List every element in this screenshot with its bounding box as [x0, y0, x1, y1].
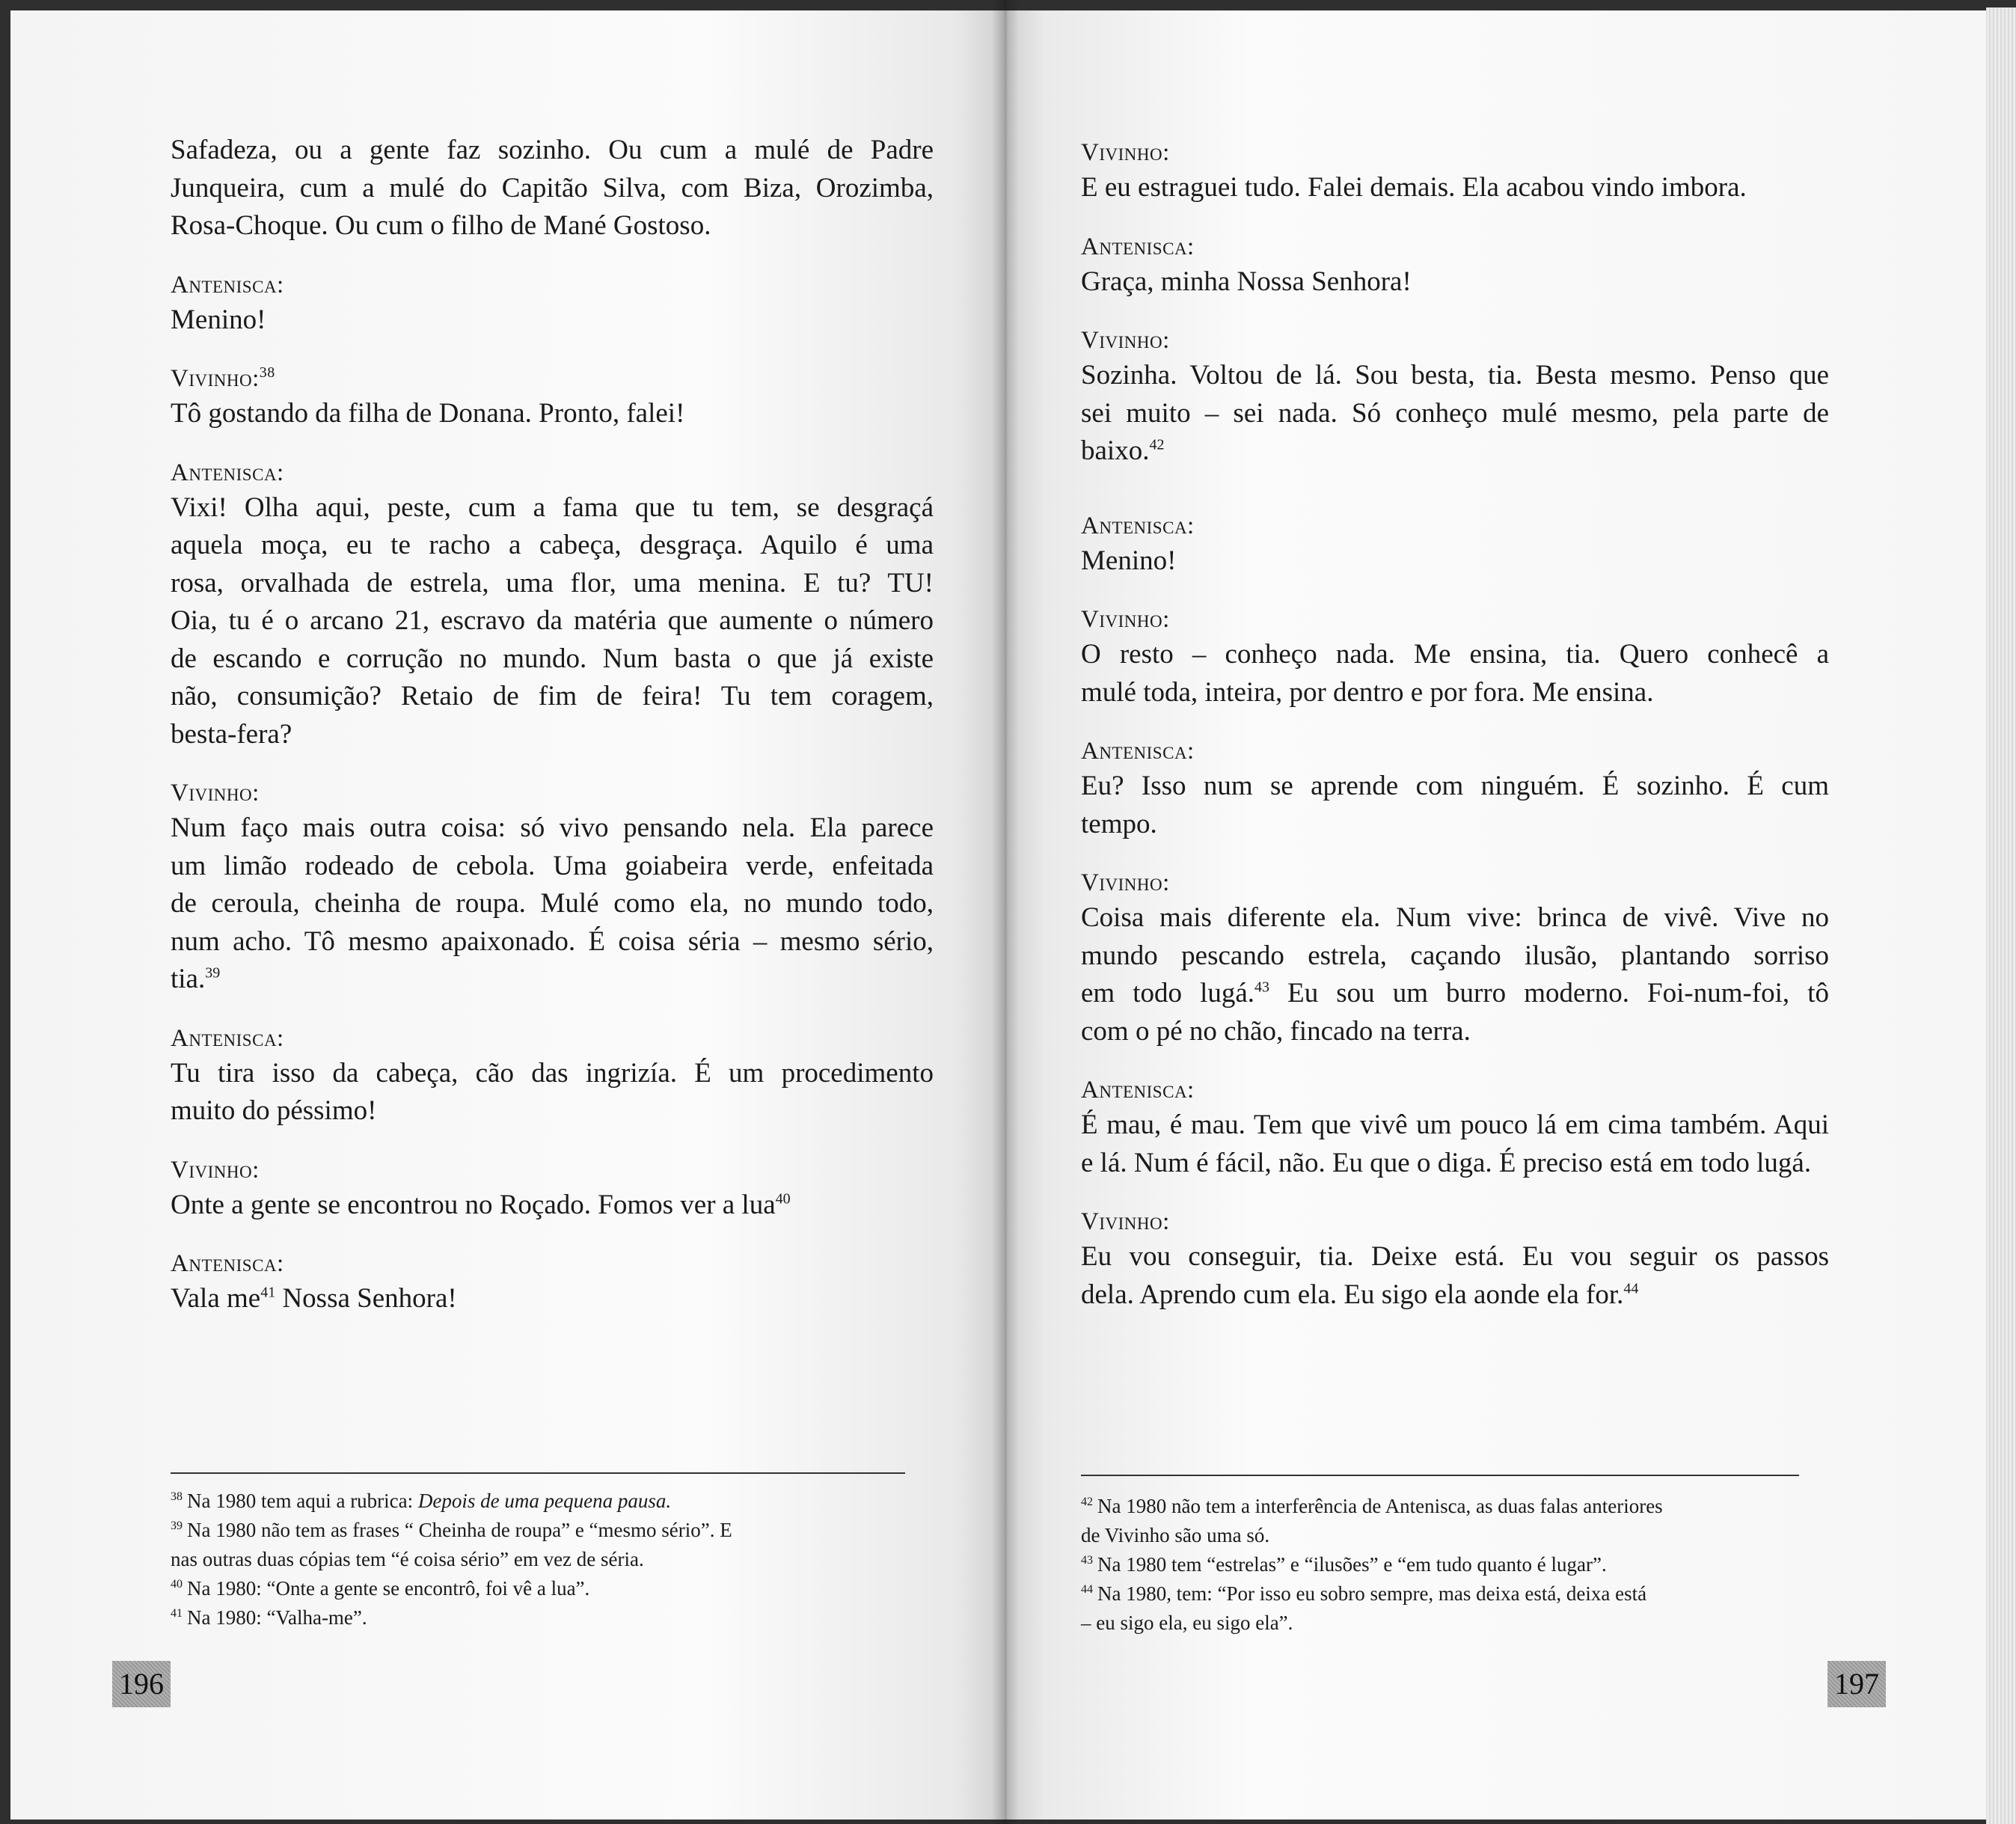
speaker-name: Vivinho:: [1081, 327, 1170, 354]
text-line: Junqueira, cum a mulé do Capitão Silva, com Biza, Orozimba,: [171, 172, 934, 203]
text-line: [171, 1280, 934, 1318]
page-edges: [1986, 7, 2016, 1824]
speaker-name: Antenisca:: [171, 271, 284, 299]
text-line: rosa, orvalhada de estrela, uma flor, uma menina. E tu? TU!: [171, 567, 934, 599]
text-line: [171, 961, 934, 999]
footnote-text: Na 1980 não tem a interferência de Antenisca, as duas falas anteriores: [1097, 1495, 1663, 1517]
footnote-ref: 41: [260, 1284, 276, 1301]
text-fragment: em todo lugá.: [1081, 978, 1255, 1009]
footnote-divider: [171, 1472, 905, 1474]
footnote-ref: 42: [1149, 436, 1165, 453]
text-line: mulé toda, inteira, por dentro e por fora. Me ensina.: [1081, 676, 1654, 708]
right-page-text: [1081, 136, 1829, 1337]
dialogue-block: [1081, 509, 1829, 581]
text-fragment: tia.: [171, 964, 206, 994]
footnote: [1081, 1550, 1826, 1579]
footnote-number: 38: [171, 1490, 183, 1503]
text-line: [1081, 432, 1829, 471]
speaker-name: Antenisca:: [1081, 738, 1195, 765]
footnote-ref: 40: [775, 1190, 791, 1208]
text-line: de escando e corrução no mundo. Num basta o que já existe: [171, 643, 934, 674]
text-line: Eu vou conseguir, tia. Deixe está. Eu vou seguir os passos: [1081, 1241, 1829, 1272]
footnote-divider: [1081, 1475, 1799, 1476]
footnote-text: Na 1980 tem aqui a rubrica:: [187, 1490, 418, 1512]
dialogue-block: [1081, 603, 1829, 711]
text-line: com o pé no chão, fincado na terra.: [1081, 1015, 1471, 1047]
text-line: e lá. Num é fácil, não. Eu que o diga. É preciso está em todo lugá.: [1081, 1147, 1812, 1178]
text-line: Tô gostando da filha de Donana. Pronto, falei!: [171, 398, 685, 429]
dialogue-block: [171, 269, 934, 340]
text-line: Num faço mais outra coisa: só vivo pensando nela. Ela parece: [171, 812, 934, 843]
footnote-ref: 38: [259, 364, 275, 381]
text-line: Eu? Isso num se aprende com ninguém. É sozinho. É cum: [1081, 771, 1829, 801]
text-line: Tu tira isso da cabeça, cão das ingrizía. É um procedimento: [171, 1057, 934, 1089]
dialogue-block: [1081, 1205, 1829, 1314]
left-page: [10, 10, 1005, 1820]
speaker-name: Antenisca:: [1081, 1077, 1195, 1104]
dialogue-block: [171, 362, 934, 433]
dialogue-block: [1081, 866, 1829, 1050]
book-spine-shadow: [992, 0, 1019, 1824]
speaker-name: Vivinho:: [1081, 606, 1170, 633]
speaker-label: Vivinho:: [171, 365, 260, 392]
text-line: Graça, minha Nossa Senhora!: [1081, 266, 1412, 297]
dialogue-block: [1081, 230, 1829, 302]
page-number: 197: [1827, 1661, 1886, 1707]
dialogue-block: [1081, 735, 1829, 843]
text-fragment: dela. Aprendo cum ela. Eu sigo ela aonde ela for.: [1081, 1279, 1624, 1310]
text-line: mundo pescando estrela, caçando ilusão, plantando sorriso: [1081, 940, 1829, 971]
text-fragment: Vala me: [171, 1283, 261, 1314]
text-line: besta-fera?: [171, 718, 292, 750]
text-line: num acho. Tô mesmo apaixonado. É coisa séria – mesmo sério,: [171, 925, 934, 957]
text-fragment: Nossa Senhora!: [275, 1283, 457, 1314]
footnote-text: Na 1980: “Valha-me”.: [187, 1606, 367, 1629]
text-line: tempo.: [1081, 808, 1157, 839]
text-line: [1081, 1276, 1829, 1315]
footnote-number: 42: [1081, 1496, 1093, 1508]
text-line: Vixi! Olha aqui, peste, cum a fama que tu tem, se desgraçá: [171, 492, 934, 523]
text-fragment: Eu sou um burro moderno. Foi-num-foi, tô: [1269, 978, 1830, 1009]
footnotes: [171, 1487, 905, 1632]
footnote-ref: 43: [1254, 979, 1270, 996]
text-line: Rosa-Choque. Ou cum o filho de Mané Gostoso.: [171, 210, 711, 241]
right-page: [1005, 10, 1986, 1820]
dialogue-block: [171, 1154, 934, 1225]
footnote-number: 41: [171, 1607, 183, 1620]
footnote-text: Na 1980: “Onte a gente se encontrô, foi vê a lua”.: [187, 1577, 590, 1600]
footnote-ref: 39: [205, 964, 221, 982]
footnote-number: 43: [1081, 1554, 1093, 1567]
text-line: O resto – conheço nada. Me ensina, tia. Quero conhecê a: [1081, 639, 1829, 670]
footnote: [1081, 1579, 1826, 1609]
dialogue-block: [171, 777, 934, 999]
text-line: um limão rodeado de cebola. Uma goiabeira verde, enfeitada: [171, 850, 934, 881]
speaker-name: Vivinho:: [171, 780, 260, 807]
speaker-name: Antenisca:: [171, 459, 284, 486]
text-line: sei muito – sei nada. Só conheço mulé mesmo, pela parte de: [1081, 397, 1829, 429]
footnote-number: 40: [171, 1578, 183, 1591]
speaker-name: Vivinho:: [171, 1156, 260, 1184]
speaker-name: Vivinho:: [1081, 869, 1170, 896]
text-line: [171, 1187, 934, 1225]
dialogue-block: [1081, 136, 1829, 207]
page-number: 196: [112, 1661, 171, 1707]
footnote-continuation: nas outras duas cópias tem “é coisa sério” em vez de séria.: [171, 1548, 644, 1570]
text-line: Menino!: [1081, 545, 1177, 576]
footnote: [171, 1516, 905, 1545]
footnote-number: 39: [171, 1520, 183, 1532]
text-fragment: baixo.: [1081, 435, 1150, 466]
speaker-name: Antenisca:: [171, 1250, 284, 1277]
text-line: Menino!: [171, 304, 266, 335]
text-line: muito do péssimo!: [171, 1095, 377, 1126]
dialogue-block: [171, 1022, 934, 1130]
dialogue-block: [171, 132, 934, 245]
footnotes: [1081, 1492, 1826, 1638]
dialogue-block: [1081, 324, 1829, 471]
footnote-text: Na 1980 tem “estrelas” e “ilusões” e “em tudo quanto é lugar”.: [1097, 1553, 1607, 1576]
text-line: aquela moça, eu te racho a cabeça, desgraça. Aquilo é uma: [171, 530, 934, 560]
footnote-ref: 44: [1623, 1280, 1639, 1297]
dialogue-block: [171, 456, 934, 754]
dialogue-block: [171, 1247, 934, 1318]
footnote: [1081, 1492, 1826, 1521]
text-line: E eu estraguei tudo. Falei demais. Ela acabou vindo imbora.: [1081, 172, 1747, 203]
text-line: Sozinha. Voltou de lá. Sou besta, tia. Besta mesmo. Penso que: [1081, 360, 1829, 391]
text-fragment: Onte a gente se encontrou no Roçado. Fomos ver a lua: [171, 1189, 776, 1220]
footnote-italic: Depois de uma pequena pausa.: [417, 1490, 672, 1512]
footnote-text: Na 1980, tem: “Por isso eu sobro sempre, mas deixa está, deixa está: [1097, 1582, 1647, 1605]
text-line: É mau, é mau. Tem que vivê um pouco lá em cima também. Aqui: [1081, 1110, 1829, 1140]
left-page-text: [171, 132, 934, 1341]
speaker-name: Vivinho:: [1081, 139, 1170, 166]
text-line: de ceroula, cheinha de roupa. Mulé como ela, no mundo todo,: [171, 888, 934, 919]
footnote-continuation: de Vivinho são uma só.: [1081, 1524, 1270, 1546]
footnote: [171, 1487, 905, 1516]
dialogue-block: [1081, 1074, 1829, 1182]
text-line: [1081, 975, 1829, 1013]
footnote: [171, 1574, 905, 1603]
speaker-name: Antenisca:: [171, 1024, 284, 1052]
footnote-continuation: – eu sigo ela, eu sigo ela”.: [1081, 1612, 1293, 1634]
footnote-number: 44: [1081, 1583, 1093, 1596]
footnote: [171, 1603, 905, 1632]
text-line: Coisa mais diferente ela. Num vive: brinca de vivê. Vive no: [1081, 902, 1829, 933]
text-line: Safadeza, ou a gente faz sozinho. Ou cum a mulé de Padre: [171, 135, 934, 165]
speaker-name: Antenisca:: [1081, 233, 1195, 260]
text-line: Oia, tu é o arcano 21, escravo da matéria que aumente o número: [171, 605, 934, 636]
text-line: não, consumição? Retaio de fim de feira! Tu tem coragem,: [171, 681, 934, 711]
footnote-text: Na 1980 não tem as frases “ Cheinha de roupa” e “mesmo sério”. E: [187, 1519, 732, 1541]
speaker-name: [171, 362, 934, 395]
speaker-name: Antenisca:: [1081, 512, 1195, 539]
speaker-name: Vivinho:: [1081, 1208, 1170, 1235]
